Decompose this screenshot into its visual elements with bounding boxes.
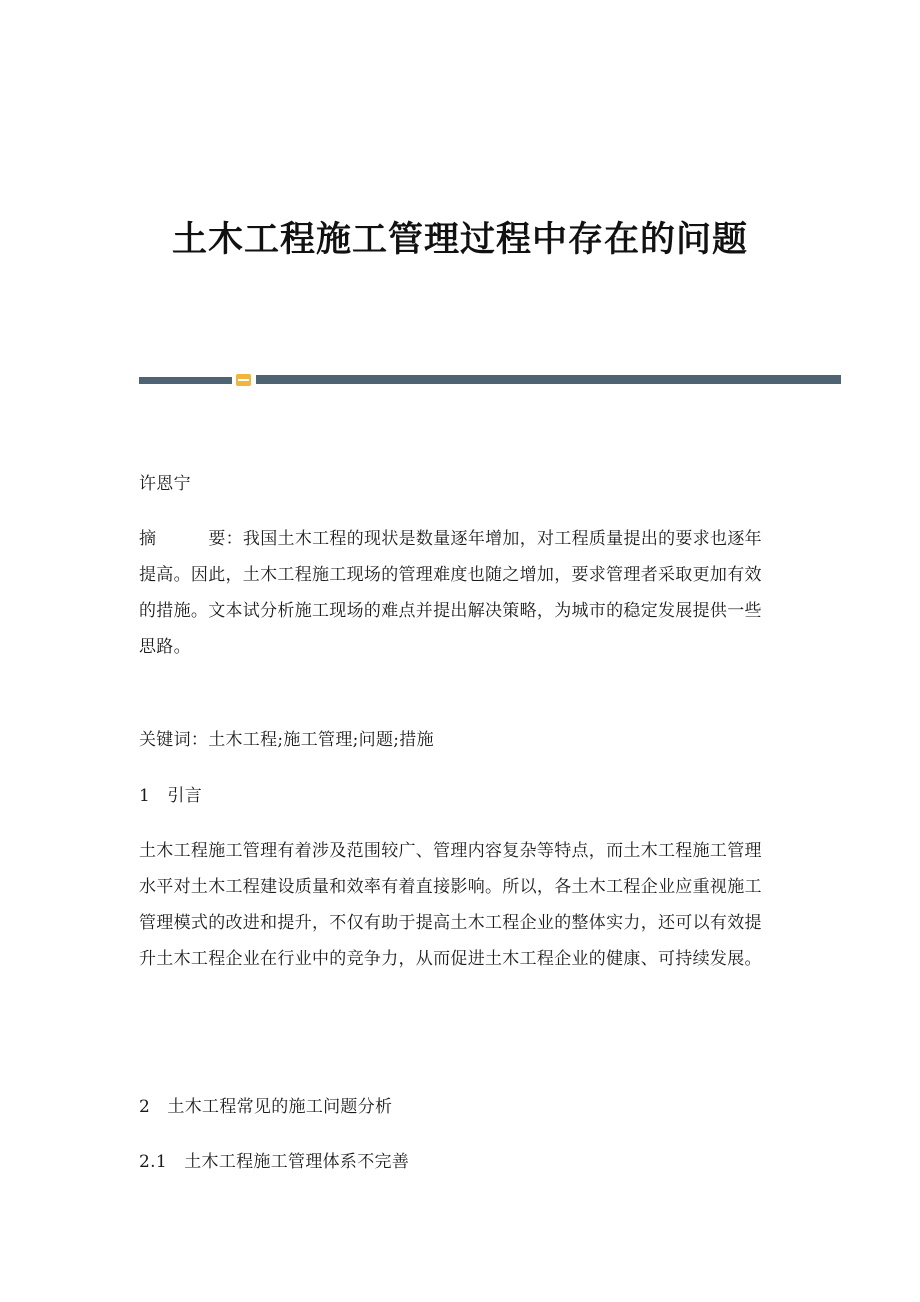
author: 许恩宁 [139,474,191,494]
divider-bar-left [139,377,232,384]
abstract-label-first: 摘 [139,529,157,549]
section-1-paragraph: 土木工程施工管理有着涉及范围较广、管理内容复杂等特点，而土木工程施工管理水平对土木工程建设质量和效率有着直接影响。所以，各土木工程企业应重视施工管理模式的改进和提升，不仅有助于提高土木工程企业的整体实力，还可以有效提升土木工程企业在行业中的竞争力，从而促进土木工程企业的健康、可持续发展。 [139,841,762,969]
divider-ornament-line [238,379,249,381]
document-title: 土木工程施工管理过程中存在的问题 [171,220,748,260]
section-2-1-heading: 2.1 土木工程施工管理体系不完善 [139,1152,410,1172]
section-1-heading: 1 引言 [139,786,203,806]
abstract-text: 我国土木工程的现状是数量逐年增加，对工程质量提出的要求也逐年提高。因此，土木工程施工现场的管理难度也随之增加，要求管理者采取更加有效的措施。文本试分析施工现场的难点并提出解决策略，为城市的稳定发展提供一些思路。 [139,529,762,657]
divider-bar-right [256,375,841,384]
section-2-heading: 2 土木工程常见的施工问题分析 [139,1097,393,1117]
keywords: 关键词：土木工程;施工管理;问题;措施 [139,730,434,750]
abstract-label-second: 要： [208,529,243,549]
title-divider [139,373,841,387]
abstract [139,521,779,665]
